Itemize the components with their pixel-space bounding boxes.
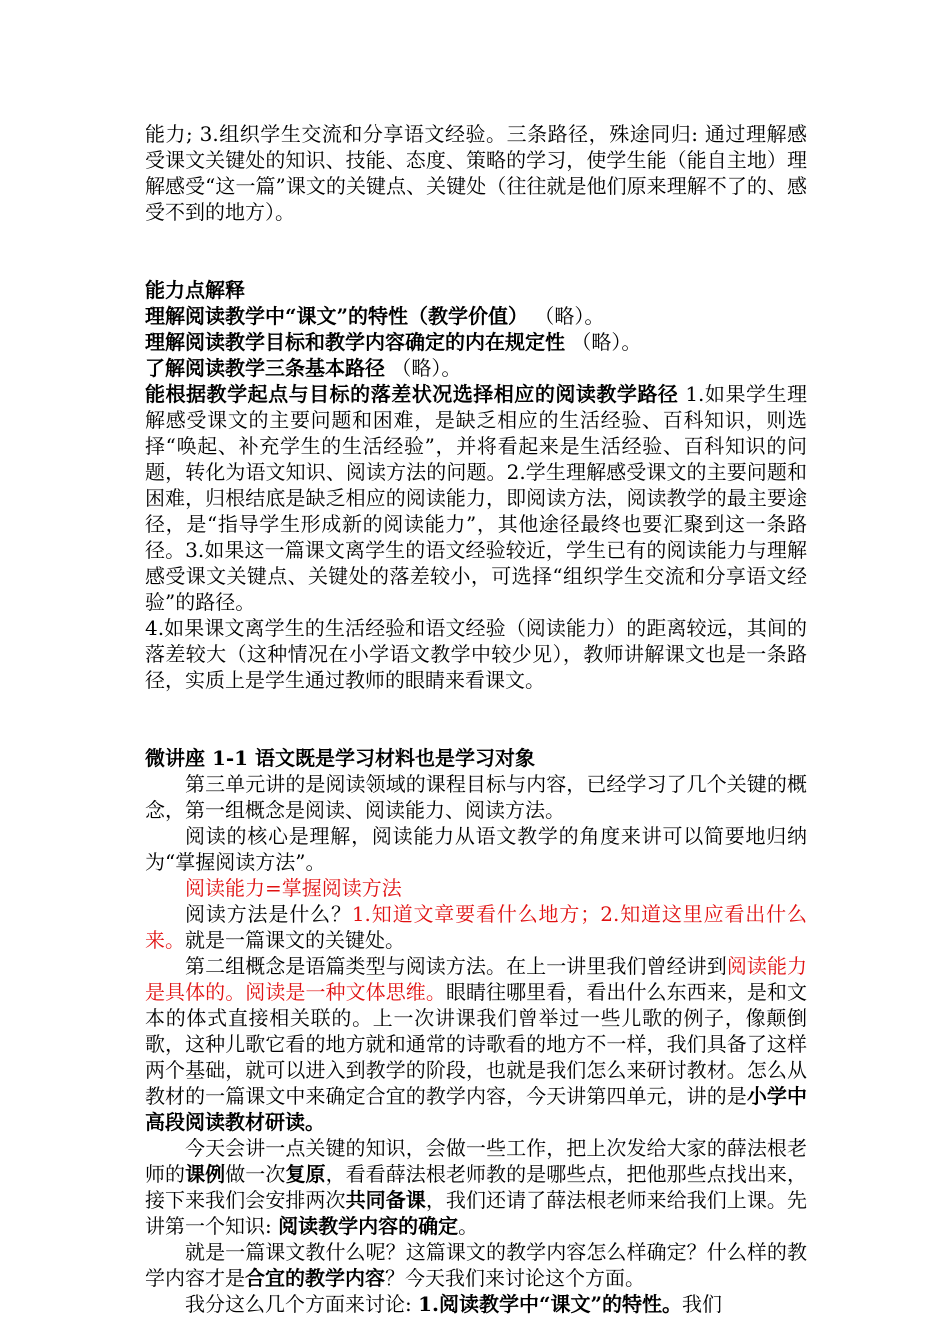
lecture-paragraph [145, 1239, 807, 1291]
ability-item-note: （略）。 [534, 304, 605, 328]
ability-item-note: （略）。 [571, 330, 642, 354]
ability-path-paragraph [145, 381, 807, 615]
ability-item [145, 329, 807, 355]
ability-item [145, 355, 807, 381]
text-run-bold: 合宜的教学内容 [245, 1266, 385, 1290]
lecture-paragraph: 阅读的核心是理解，阅读能力从语文教学的角度来讲可以简要地归纳为“掌握阅读方法”。 [145, 824, 807, 874]
text-run: 我们 [682, 1292, 722, 1316]
intro-paragraph: 能力; 3.组织学生交流和分享语文经验。三条路径，殊途同归: 通过理解感受课文关键处的知识、技能、态度、策略的学习，使学生能（能自主地）理解感受“这一篇”课文的关键点、关键处（往往就是他们原来理解不了的、感受不到的地方）。 [145, 122, 807, 224]
lecture-highlight: 阅读能力=掌握阅读方法 [185, 876, 402, 900]
text-run: 就是一篇课文教什么呢？这篇课文的教学内容怎么样确定？什么样的教学内容才是 [145, 1240, 807, 1290]
text-run: 今天会讲一点关键的知识，会做一些工作，把上次发给大家的薛法根老师的 [145, 1136, 807, 1186]
lecture-paragraph: 第三单元讲的是阅读领域的课程目标与内容，已经学习了几个关键的概念，第一组概念是阅读、阅读能力、阅读方法。 [145, 772, 807, 822]
ability-item-title: 了解阅读教学三条基本路径 [145, 356, 385, 380]
lecture-title: 微讲座 1-1 语文既是学习材料也是学习对象 [145, 746, 536, 770]
text-run: 。 [458, 1214, 479, 1238]
lecture-paragraph [145, 1135, 807, 1239]
text-run: ，我们还请了薛法根老师来给我们上课。先讲第一个知识: [145, 1188, 807, 1238]
ability-item-title: 理解阅读教学目标和教学内容确定的内在规定性 [145, 330, 565, 354]
ability-path-body: 1.如果学生理解感受课文的主要问题和困难，是缺乏相应的生活经验、百科知识，则选择“唤起、补充学生的生活经验”，并将看起来是生活经验、百科知识的问题，转化为语文知识、阅读方法的问题。2.学生理解感受课文的主要问题和困难，归根结底是缺乏相应的阅读能力，即阅读方法，阅读教学的最主要途径，是“指导学生形成新的阅读能力”，其他途径最终也要汇聚到这一条路径。3.如果这一篇课文离学生的语文经验较近，学生已有的阅读能力与理解感受课文关键点、关键处的落差较小，可选择“组织学生交流和分享语文经验”的路径。 [145, 382, 807, 614]
text-run-red: 1.知道文章要看什么地方；2.知道这里应看出什么来。 [145, 902, 807, 952]
ability-item-note: （略）。 [391, 356, 462, 380]
ability-item-title: 理解阅读教学中“课文”的特性（教学价值） [145, 304, 529, 328]
ability-item [145, 303, 807, 329]
text-run: 做一次 [225, 1162, 286, 1186]
document-page [145, 121, 807, 1317]
lecture-paragraph [145, 953, 807, 1135]
spacer [145, 693, 807, 745]
lecture-paragraph [145, 1291, 807, 1317]
lecture-paragraph [145, 901, 807, 953]
spacer [145, 225, 807, 277]
text-run-bold: 课例 [185, 1162, 226, 1186]
text-run: 眼睛往哪里看，看出什么东西来，是和文本的体式直接相关联的。上一次讲课我们曾举过一些儿歌的例子，像颠倒歌，这种儿歌它看的地方就和通常的诗歌看的地方不一样，我们具备了这样两个基础，就可以进入到教学的阶段，也就是我们怎么来研讨教材。怎么从教材的一篇课文中来确定合宜的教学内容，今天讲第四单元，讲的是 [145, 980, 807, 1108]
ability-path-title: 能根据教学起点与目标的落差状况选择相应的阅读教学路径 [145, 382, 679, 406]
text-run-bold: 小学中高段阅读教材研读。 [145, 1084, 807, 1134]
text-run: ，看看薛法根老师教的是哪些点，把他那些点找出来，接下来我们会安排两次 [145, 1162, 807, 1212]
ability-path-paragraph-2: 4.如果课文离学生的生活经验和语文经验（阅读能力）的距离较远，其间的落差较大（这种情况在小学语文教学中较少见），教师讲解课文也是一条路径，实质上是学生通过教师的眼睛来看课文。 [145, 616, 807, 692]
text-run: ？今天我们来讨论这个方面。 [385, 1266, 645, 1290]
text-run: 我分这么几个方面来讨论: [185, 1292, 419, 1316]
text-run: 第二组概念是语篇类型与阅读方法。在上一讲里我们曾经讲到 [185, 954, 727, 978]
text-run-bold: 1.阅读教学中“课文”的特性。 [418, 1292, 682, 1316]
text-run-bold: 共同备课 [345, 1188, 426, 1212]
text-run: 阅读方法是什么？ [185, 902, 352, 926]
text-run: 就是一篇课文的关键处。 [185, 928, 405, 952]
ability-heading: 能力点解释 [145, 278, 245, 302]
text-run-red: 阅读能力是具体的。阅读是一种文体思维。 [145, 954, 808, 1004]
text-run-bold: 阅读教学内容的确定 [278, 1214, 459, 1238]
text-run-bold: 复原 [285, 1162, 326, 1186]
